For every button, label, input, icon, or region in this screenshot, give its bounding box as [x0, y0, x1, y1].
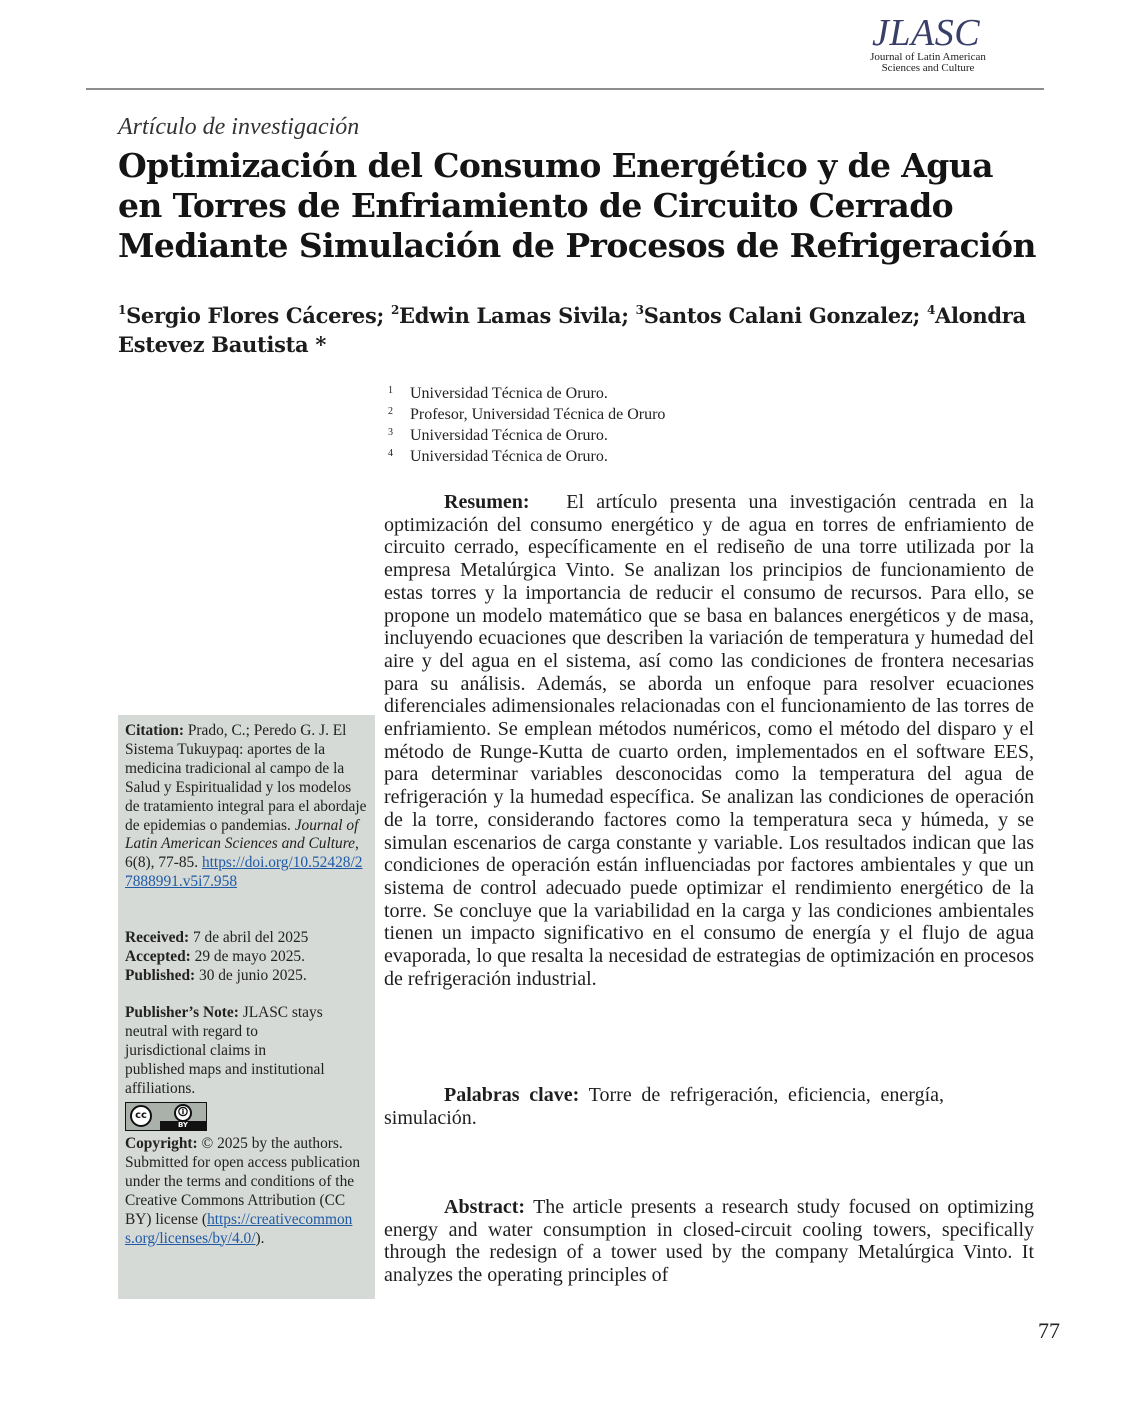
- resumen-label: Resumen:: [444, 491, 530, 513]
- attribution-person-icon: 🛈: [174, 1104, 192, 1122]
- journal-name-line-2: Sciences and Culture: [881, 62, 975, 74]
- affiliation-number: 4: [388, 448, 393, 459]
- citation-text: Prado, C.; Peredo G. J. El Sistema Tukuypaq: aportes de la medicina tradicional al campo de la Salud y Espiritualidad y los modelos de tratamiento integral para el abordaje de epidemias o pandemias.: [125, 722, 367, 834]
- affiliation-text: Universidad Técnica de Oruro.: [410, 448, 608, 465]
- affiliation-number: 1: [388, 385, 393, 396]
- author-number: 4: [926, 303, 936, 317]
- keywords-paragraph: [384, 1084, 944, 1129]
- dates-block: [125, 929, 369, 986]
- affiliation-number: 2: [388, 406, 393, 417]
- author-name: Santos Calani Gonzalez;: [643, 303, 920, 328]
- affiliation-item: [388, 404, 788, 425]
- citation-journal: Journal of Latin American Sciences and Culture: [125, 816, 359, 853]
- title-line: Mediante Simulación de Procesos de Refrigeración: [118, 226, 1036, 265]
- accepted-value: 29 de mayo 2025.: [194, 947, 305, 965]
- keywords-label: Palabras clave:: [444, 1084, 580, 1106]
- title-line: Optimización del Consumo Energético y de Agua: [118, 146, 993, 185]
- keywords-text: Torre de refrigeración, eficiencia, energía, simulación.: [384, 1084, 945, 1129]
- received-value: 7 de abril del 2025: [192, 929, 309, 946]
- author-number: 1: [118, 303, 127, 317]
- author-name: Alondra Estevez Bautista *: [118, 303, 1026, 357]
- citation-pages: , 6(8), 77-85.: [125, 835, 359, 872]
- copyright-label: Copyright:: [125, 1135, 198, 1152]
- journal-logo: [858, 14, 1008, 74]
- citation-label: Citation:: [125, 722, 184, 739]
- affiliation-text: Universidad Técnica de Oruro.: [410, 427, 608, 444]
- affiliation-item: [388, 446, 788, 467]
- author-list: [118, 296, 1048, 359]
- accepted-label: Accepted:: [125, 947, 191, 965]
- article-info-sidebar: [118, 715, 375, 1299]
- journal-name-line-1: Journal of Latin American: [870, 51, 986, 63]
- publisher-note-text: JLASC stays neutral with regard to jurisdictional claims in published maps and institutional affiliations.: [125, 1004, 325, 1097]
- published-value: 30 de junio 2025.: [199, 966, 307, 984]
- copyright-text: © 2025 by the authors. Submitted for open access publication under the terms and conditions of the Creative Commons Attribution (CC BY) license (: [125, 1135, 361, 1228]
- abstract-label: Abstract:: [444, 1196, 526, 1218]
- citation-doi-link[interactable]: https://doi.org/10.52428/27888991.v5i7.958: [125, 854, 363, 891]
- copyright-end: ).: [255, 1229, 265, 1247]
- resumen-paragraph: [384, 491, 1034, 990]
- published-date: [125, 967, 369, 986]
- affiliation-number: 3: [388, 427, 393, 438]
- resumen-text: El artículo presenta una investigación centrada en la optimización del consumo energético y de agua en torres de enfriamiento de circuito cerrado, específicamente en el rediseño de una torre utilizada por la empresa Metalúrgica Vinto. Se analizan los principios de funcionamiento de estas torres y la importancia de reducir el consumo de recursos. Para ello, se propone un modelo matemático que se basa en balances energéticos y de masa, incluyendo ecuaciones que describen la variación de temperatura y humedad del aire y del agua en el sistema, así como las condiciones de frontera necesarias para su análisis. Además, se aborda un enfoque para resolver ecuaciones diferenciales adimensionales relacionadas con el funcionamiento de las torres de enfriamiento. Se emplean métodos numéricos, como el método del disparo y el método de Runge-Kutta de cuarto orden, implementados en el software EES, para determinar variables desconocidas como la temperatura del agua de refrigeración y la humedad específica. Se analizan las condiciones de operación de la torre, considerando factores como la temperatura seca y húmeda, y se simulan escenarios de carga constante y variable. Los resultados indican que las condiciones de operación están influenciadas por factores ambientales y que un sistema de control adecuado puede optimizar el rendimiento energético de la torre. Se concluye que la variabilidad en la carga y las condiciones ambientales tienen un impacto significativo en el consumo de energía y el flujo de agua evaporada, lo que resalta la necesidad de estrategias de optimización en procesos de refrigeración industrial.: [384, 491, 1035, 990]
- publisher-note-block: [125, 1004, 325, 1099]
- accepted-date: [125, 948, 369, 967]
- cc-by-label: BY: [160, 1121, 206, 1130]
- journal-abbreviation: JLASC: [872, 12, 981, 54]
- copyright-block: [125, 1135, 361, 1248]
- abstract-paragraph: [384, 1196, 1034, 1287]
- author-name: Sergio Flores Cáceres;: [126, 303, 384, 328]
- author-name: Edwin Lamas Sivila;: [399, 303, 629, 328]
- cc-by-license-badge[interactable]: [125, 1102, 207, 1131]
- affiliation-text: Universidad Técnica de Oruro.: [410, 385, 608, 402]
- affiliation-list: [388, 383, 788, 467]
- title-line: en Torres de Enfriamiento de Circuito Cerrado: [118, 186, 954, 225]
- article-title: [118, 146, 1038, 266]
- cc-icon: cc: [130, 1105, 152, 1127]
- affiliation-text: Profesor, Universidad Técnica de Oruro: [410, 406, 666, 423]
- citation-block: [125, 722, 369, 892]
- page-number: 77: [1038, 1318, 1060, 1343]
- received-date: [125, 929, 369, 948]
- license-link[interactable]: https://creativecommons.org/licenses/by/4.0/: [125, 1210, 353, 1247]
- author-number: 2: [390, 303, 400, 317]
- header-divider: [86, 88, 1044, 90]
- author-number: 3: [635, 303, 644, 317]
- affiliation-item: [388, 425, 788, 446]
- abstract-text: The article presents a research study focused on optimizing energy and water consumption in closed-circuit cooling towers, specifically through the redesign of a tower used by the company Metalúrgica Vinto. It analyzes the operating principles of: [384, 1196, 1035, 1287]
- affiliation-item: [388, 383, 788, 404]
- publisher-note-label: Publisher’s Note:: [125, 1004, 239, 1021]
- received-label: Received:: [125, 929, 190, 946]
- article-type: Artículo de investigación: [118, 114, 360, 140]
- published-label: Published:: [125, 966, 196, 984]
